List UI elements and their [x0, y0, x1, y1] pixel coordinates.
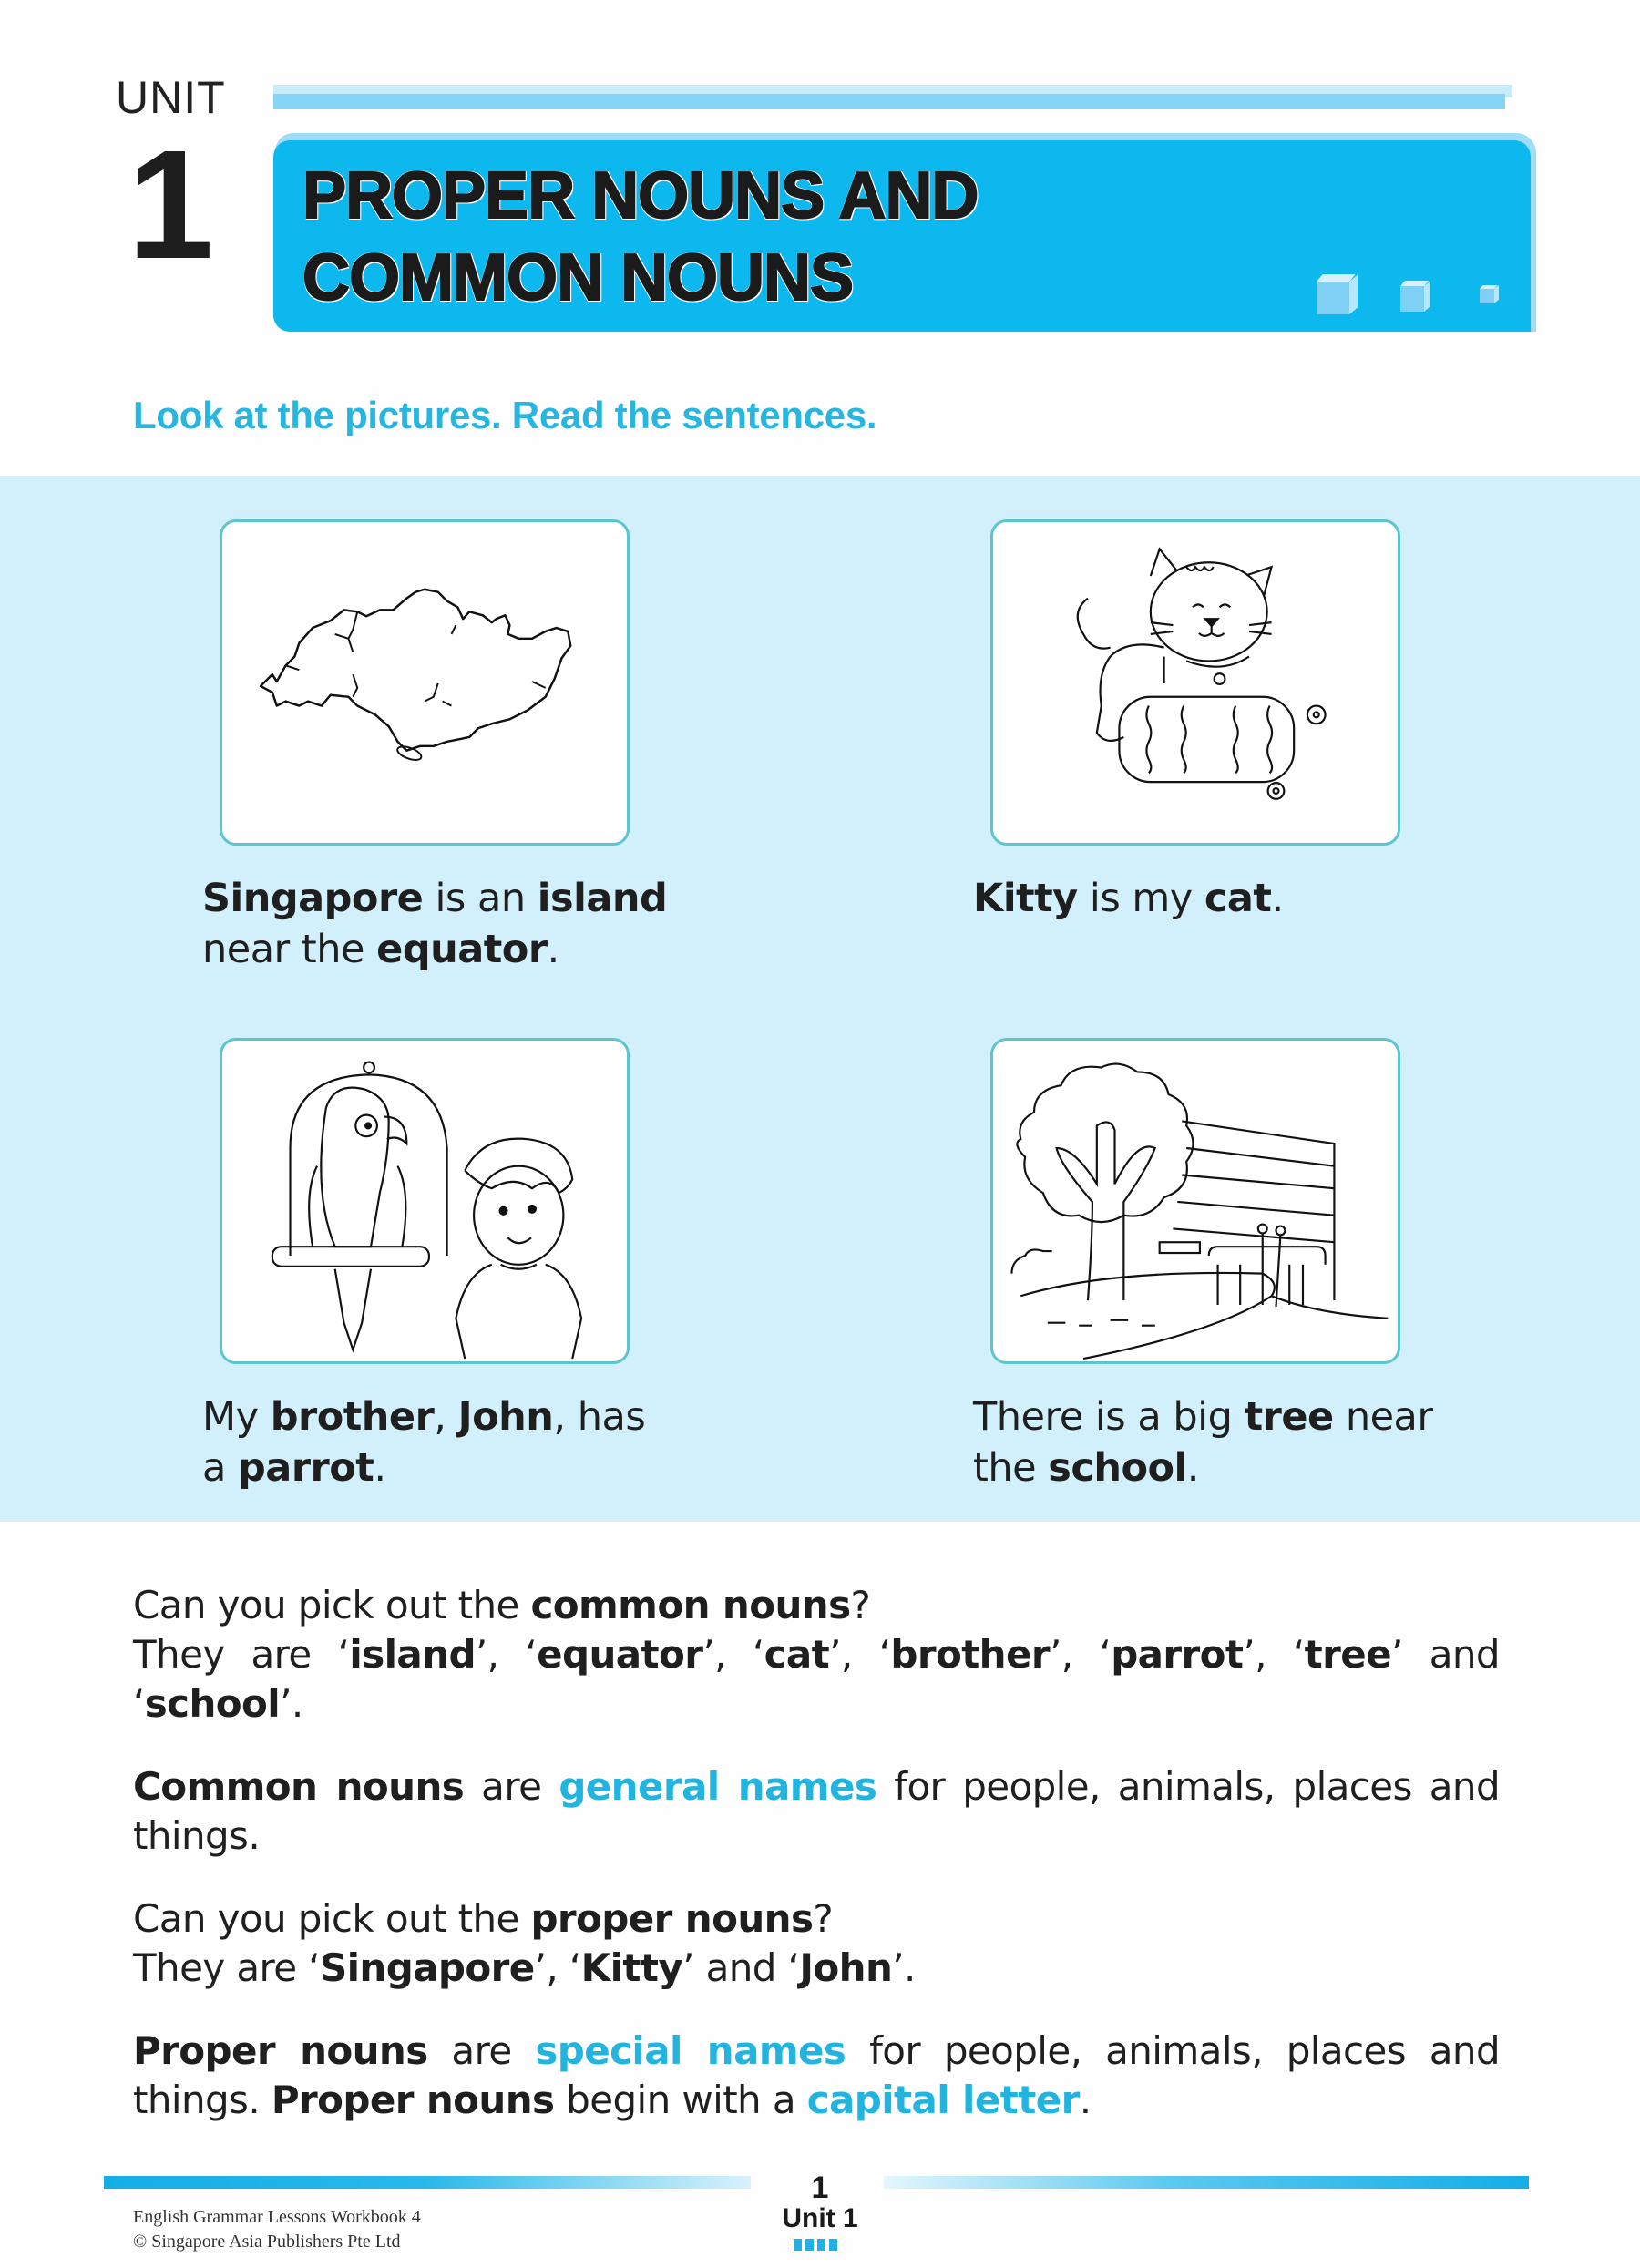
picture-frame-cat [990, 519, 1400, 846]
caption-text: is an [423, 876, 538, 921]
copyright: © Singapore Asia Publishers Pte Ltd [133, 2232, 401, 2252]
paragraph-text: ’. [892, 1945, 916, 1990]
tree-and-school-icon [993, 1041, 1398, 1361]
page-number: 1 [811, 2171, 829, 2205]
noun-kitty: Kitty [973, 876, 1078, 921]
header-stripe [273, 94, 1505, 109]
paragraph-text: . [1079, 2078, 1092, 2122]
paragraph-text: Can you pick out the [133, 1896, 531, 1941]
paragraph-text: They are ‘ [133, 1632, 350, 1677]
bold-term: Singapore [319, 1945, 535, 1990]
caption-text: the [973, 1445, 1049, 1491]
bold-term: cat [764, 1632, 830, 1677]
paragraph-common-nouns-question [133, 1581, 1500, 1729]
paragraph-text: Can you pick out the [133, 1583, 531, 1627]
caption-cat [973, 873, 1447, 924]
caption-text: , [434, 1394, 458, 1440]
footer-bar-right [884, 2176, 1529, 2189]
unit-label: UNIT [116, 72, 226, 123]
picture-frame-school [990, 1038, 1400, 1364]
caption-text: . [547, 927, 559, 972]
footer-unit-label: Unit 1 [782, 2203, 858, 2233]
paragraph-text: ’, ‘ [1243, 1632, 1305, 1677]
noun-parrot: parrot [238, 1445, 374, 1491]
instruction-text: Look at the pictures. Read the sentences. [133, 394, 877, 436]
bold-term: Proper nouns [271, 2078, 555, 2122]
paragraph-text: ’, ‘ [702, 1632, 764, 1677]
noun-island: island [537, 876, 668, 921]
noun-equator: equator [376, 927, 548, 972]
caption-singapore [202, 873, 676, 975]
caption-text: near the [202, 927, 377, 972]
noun-tree: tree [1244, 1394, 1334, 1440]
caption-text: My [202, 1394, 271, 1440]
paragraph-text: ’ and ‘ [133, 1632, 1500, 1726]
caption-school [973, 1391, 1447, 1493]
singapore-map-icon [222, 522, 627, 843]
bold-term: Kitty [580, 1945, 683, 1990]
book-title: English Grammar Lessons Workbook 4 [133, 2207, 421, 2227]
paragraph-text: ’, ‘ [534, 1945, 581, 1990]
footer-progress-blocks-icon [794, 2239, 837, 2251]
paragraph-text: for people, animals, places and things. [133, 1764, 1500, 1858]
caption-text: There is a big [973, 1394, 1245, 1440]
page-title [302, 155, 978, 319]
paragraph-text: ’. [280, 1681, 303, 1726]
cat-on-pillow-icon [993, 522, 1398, 843]
bold-term: tree [1304, 1632, 1391, 1677]
caption-text: near [1333, 1394, 1433, 1440]
bold-term: Common nouns [133, 1764, 465, 1809]
bold-term: John [799, 1945, 893, 1990]
unit-number: 1 [128, 118, 214, 292]
highlighted-term: special names [535, 2028, 846, 2073]
caption-text: . [1271, 876, 1284, 921]
noun-cat: cat [1204, 876, 1272, 921]
paragraph-text: ’ and ‘ [682, 1945, 800, 1990]
paragraph-text: ? [850, 1583, 871, 1627]
noun-brother: brother [270, 1394, 435, 1440]
picture-frame-singapore [220, 519, 630, 846]
highlighted-term: general names [559, 1764, 877, 1809]
paragraph-text: They are ‘ [133, 1945, 320, 1990]
bold-term: school [144, 1681, 281, 1726]
bold-term: equator [537, 1632, 703, 1677]
paragraph-text: ? [813, 1896, 834, 1941]
highlighted-term: capital letter [806, 2078, 1080, 2122]
paragraph-proper-nouns-definition [133, 2027, 1500, 2125]
bold-term: brother [890, 1632, 1050, 1677]
noun-school: school [1048, 1445, 1187, 1491]
bold-term: island [349, 1632, 476, 1677]
paragraph-text: ’, ‘ [829, 1632, 891, 1677]
bold-term: parrot [1111, 1632, 1244, 1677]
paragraph-text: ’, ‘ [1049, 1632, 1112, 1677]
paragraph-proper-nouns-question [133, 1894, 1500, 1993]
bold-term: Proper nouns [133, 2028, 428, 2073]
picture-frame-parrot [220, 1038, 630, 1364]
paragraph-text: for people, animals, places and things. [133, 2028, 1500, 2122]
caption-text: a [202, 1445, 239, 1491]
caption-parrot [202, 1391, 676, 1493]
caption-text: . [1186, 1445, 1199, 1491]
caption-text: . [374, 1445, 386, 1491]
footer-bar-left [104, 2176, 751, 2189]
paragraph-common-nouns-definition [133, 1762, 1500, 1861]
bold-term: proper nouns [530, 1896, 814, 1941]
paragraph-text: begin with a [554, 2078, 807, 2122]
noun-singapore: Singapore [202, 876, 424, 921]
caption-text: , has [553, 1394, 646, 1440]
caption-text: is my [1077, 876, 1204, 921]
page-title-line-1: PROPER NOUNS AND [302, 159, 979, 232]
bold-term: common nouns [530, 1583, 851, 1627]
paragraph-text: are [427, 2028, 536, 2073]
footer-credits [133, 2205, 421, 2254]
paragraph-text: are [464, 1764, 559, 1809]
parrot-and-boy-icon [222, 1041, 627, 1361]
noun-john: John [457, 1394, 554, 1440]
paragraph-text: ’, ‘ [475, 1632, 538, 1677]
page-title-line-2: COMMON NOUNS [302, 241, 853, 314]
